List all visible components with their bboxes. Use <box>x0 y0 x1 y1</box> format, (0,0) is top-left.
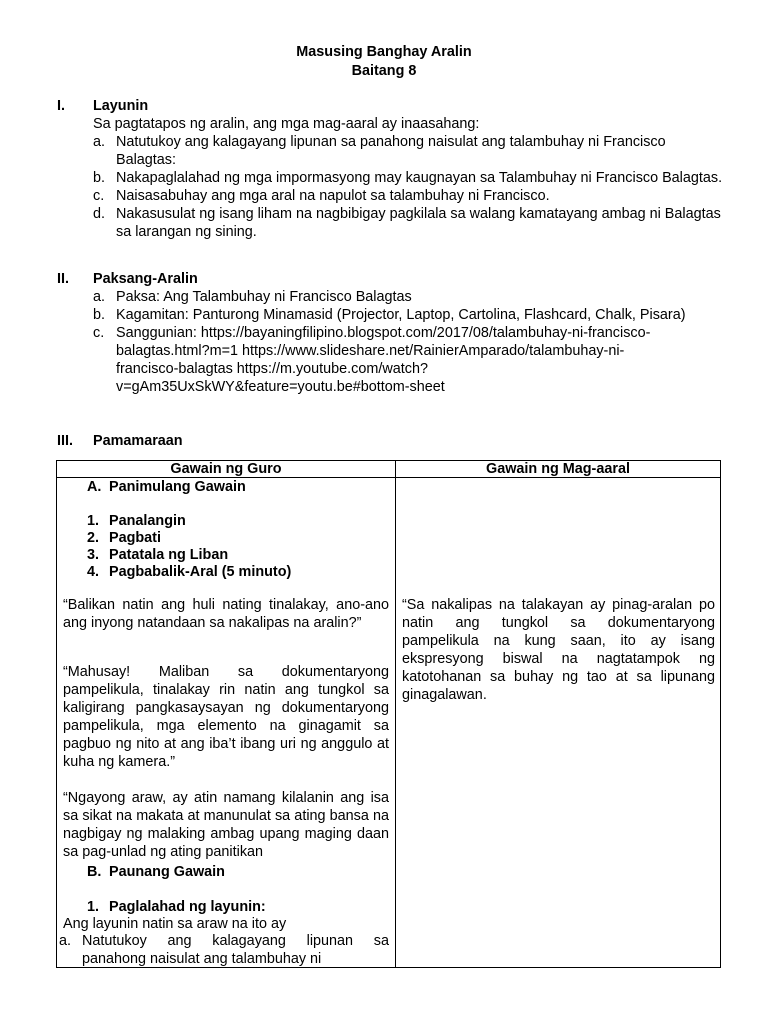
b-item-marker: a. <box>59 933 72 949</box>
document-title: Masusing Banghay Aralin <box>296 44 472 60</box>
mag-aaral-cell <box>396 478 721 968</box>
reference-link[interactable]: balagtas.html?m=1 https://www.slideshare.net/RainierAmparado/talambuhay-ni- <box>116 343 625 359</box>
document-subtitle: Baitang 8 <box>351 63 417 79</box>
column-header-guro: Gawain ng Guro <box>57 461 396 478</box>
section-b-label: Paunang Gawain <box>109 864 225 880</box>
mag-aaral-paragraph-1: “Sa nakalipas na talakayan ay pinag-aralan po natin ang tungkol sa dokumentaryong pampelikula na kung saan, ito ay isang ekspresyong biswal na nagtatampok ng katotohanan sa buhay ng tao at sa lipunang ginagalawan. <box>402 597 715 703</box>
section-a-label: Panimulang Gawain <box>109 479 246 495</box>
reference-link[interactable]: francisco-balagtas https://m.youtube.com/watch? <box>116 361 428 377</box>
column-header-mag-aaral: Gawain ng Mag-aaral <box>396 461 721 478</box>
guro-paragraph-1: “Balikan natin ang huli nating tinalakay, ano-ano ang inyong natandaan sa nakalipas na aralin?” <box>63 597 389 631</box>
section-number-ii: II. <box>57 271 69 287</box>
list-item: a. Natutukoy ang kalagayang lipunan sa panahong naisulat ang talambuhay ni Francisco Balagtas: <box>93 134 666 168</box>
list-item: c. Sanggunian: https://bayaningfilipino.blogspot.com/2017/08/talambuhay-ni-francisco- balagtas.html?m=1 https://www.slideshare.net/RainierAmparado/talambuhay-ni- francisco-balagtas https://m.youtube.com/watch? v=gAm35UxSkWY&feature=youtu.be#bottom-sheet <box>93 324 723 396</box>
section-number-i: I. <box>57 98 65 114</box>
step-label: Panalangin <box>109 513 186 529</box>
step-label: Pagbabalik-Aral (5 minuto) <box>109 564 292 580</box>
step-label: Paglalahad ng layunin: <box>109 899 266 915</box>
paksa-list <box>93 288 723 396</box>
section-heading-layunin: Layunin <box>93 98 149 114</box>
step-number: 2. <box>87 530 100 546</box>
list-item: b. Nakapaglalahad ng mga impormasyong may kaugnayan sa Talambuhay ni Francisco Balagtas. <box>93 170 723 186</box>
list-item: c. Naisasabuhay ang mga aral na napulot sa talambuhay ni Francisco. <box>93 188 550 204</box>
b-item-text: Natutukoy ang kalagayang lipunan sa panahong naisulat ang talambuhay ni <box>82 933 389 967</box>
list-item: b. Kagamitan: Panturong Minamasid (Projector, Laptop, Cartolina, Flashcard, Chalk, Pisara) <box>93 307 686 323</box>
guro-paragraph-3: “Ngayong araw, ay atin namang kilalanin ang isa sa sikat na makata at manunulat sa ating bansa na nagbigay ng malaking ambag upang maging daan sa pag-unlad ng ating panitikan <box>63 790 389 860</box>
step-number: 4. <box>87 564 100 580</box>
section-number-iii: III. <box>57 433 73 449</box>
procedure-table <box>56 460 721 968</box>
step-number: 1. <box>87 899 100 915</box>
section-a-marker: A. <box>87 479 102 495</box>
step-number: 3. <box>87 547 100 563</box>
section-b-marker: B. <box>87 864 102 880</box>
layunin-list <box>93 133 723 241</box>
step-label: Patatala ng Liban <box>109 547 229 563</box>
reference-link[interactable]: v=gAm35UxSkWY&feature=youtu.be#bottom-sheet <box>116 379 445 395</box>
step-label: Pagbati <box>109 530 161 546</box>
list-item: d. Nakasusulat ng isang liham na nagbibigay pagkilala sa walang kamatayang ambag ni Balagtas sa larangan ng sining. <box>93 206 721 240</box>
section-heading-pamamaraan: Pamamaraan <box>93 433 183 449</box>
list-item: a. Paksa: Ang Talambuhay ni Francisco Balagtas <box>93 289 412 305</box>
b-intro: Ang layunin natin sa araw na ito ay <box>63 916 287 932</box>
guro-paragraph-2: “Mahusay! Maliban sa dokumentaryong pampelikula, tinalakay rin natin ang tungkol sa kaligirang pangkasaysayan ng dokumentaryong pampelikula, mga elemento na ginagamit sa pagbuo ng nito at ang iba’t ibang uri ng anggulo at kuha ng kamera.” <box>63 664 389 770</box>
layunin-intro: Sa pagtatapos ng aralin, ang mga mag-aaral ay inaasahang: <box>93 116 480 132</box>
section-heading-paksang-aralin: Paksang-Aralin <box>93 271 198 287</box>
guro-cell <box>57 478 396 968</box>
step-number: 1. <box>87 513 100 529</box>
